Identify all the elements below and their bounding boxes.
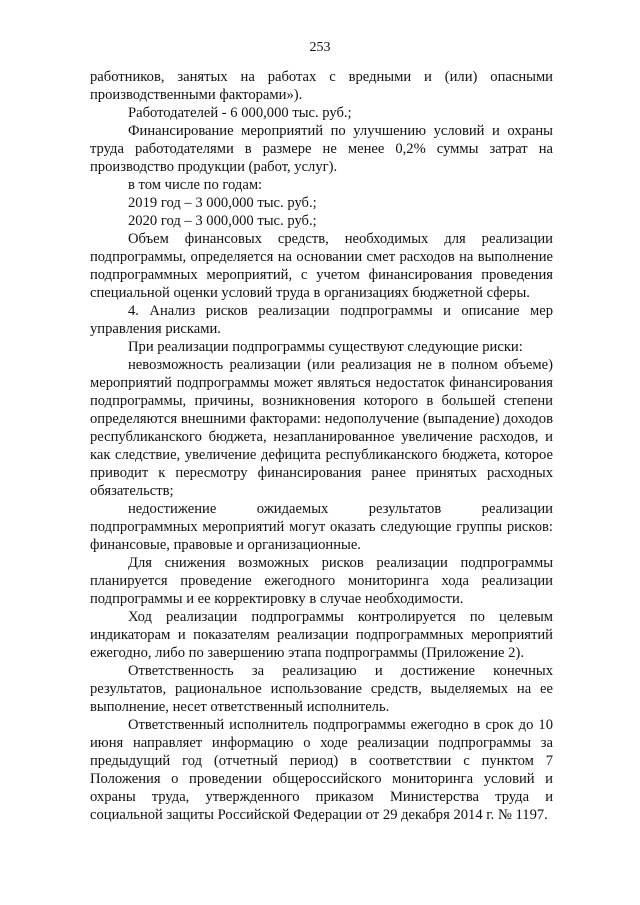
paragraph-risk-groups: недостижение ожидаемых результатов реализации подпрограммных мероприятий могут оказать следующие группы рисков: финансовые, правовые и организационные. xyxy=(90,501,553,553)
body-text xyxy=(90,68,553,824)
paragraph-risk-funding-shortage: невозможность реализации (или реализация не в полном объеме) мероприятий подпрограммы может являться недостаток финансирования подпрограммы, причины, возникновения которого в большей степени определяются внешними факторами: недополучение (выпадение) доходов республиканского бюджета, незапланированное увеличение расходов, и как следствие, увеличение дефицита республиканского бюджета, которое приводит к пересмотру финансирования ранее принятых расходных обязательств; xyxy=(90,357,553,499)
section-heading-risk-analysis: 4. Анализ рисков реализации подпрограммы и описание мер управления рисками. xyxy=(90,303,553,337)
paragraph-risk-mitigation: Для снижения возможных рисков реализации подпрограммы планируется проведение ежегодного мониторинга хода реализации подпрограммы и ее корректировку в случае необходимости. xyxy=(90,555,553,607)
paragraph-responsibility: Ответственность за реализацию и достижение конечных результатов, рациональное использование средств, выделяемых на ее выполнение, несет ответственный исполнитель. xyxy=(90,663,553,715)
paragraph-reporting: Ответственный исполнитель подпрограммы ежегодно в срок до 10 июня направляет информацию о ходе реализации подпрограммы за предыдущий год (отчетный период) в соответствии с пунктом 7 Положения о проведении общероссийского мониторинга условий и охраны труда, утвержденного приказом Министерства труда и социальной защиты Российской Федерации от 29 декабря 2014 г. № 1197. xyxy=(90,717,553,823)
paragraph-risks-intro: При реализации подпрограммы существуют следующие риски: xyxy=(128,339,523,355)
paragraph-employers-funding: Работодателей - 6 000,000 тыс. руб.; xyxy=(128,105,352,121)
paragraph-by-years: в том числе по годам: xyxy=(128,177,263,193)
paragraph-continuation: работников, занятых на работах с вредными и (или) опасными производственными факторами»). xyxy=(90,69,553,103)
paragraph-financing-measures: Финансирование мероприятий по улучшению условий и охраны труда работодателями в размере не менее 0,2% суммы затрат на производство продукции (работ, услуг). xyxy=(90,123,553,175)
paragraph-year-2019: 2019 год – 3 000,000 тыс. руб.; xyxy=(128,195,317,211)
paragraph-funding-volume: Объем финансовых средств, необходимых для реализации подпрограммы, определяется на основании смет расходов на выполнение подпрограммных мероприятий, с учетом финансирования проведения специальной оценки условий труда в организациях бюджетной сферы. xyxy=(90,231,553,301)
paragraph-progress-control: Ход реализации подпрограммы контролируется по целевым индикаторам и показателям реализации подпрограммных мероприятий ежегодно, либо по завершению этапа подпрограммы (Приложение 2). xyxy=(90,609,553,661)
paragraph-year-2020: 2020 год – 3 000,000 тыс. руб.; xyxy=(128,213,317,229)
page-number: 253 xyxy=(309,40,331,55)
